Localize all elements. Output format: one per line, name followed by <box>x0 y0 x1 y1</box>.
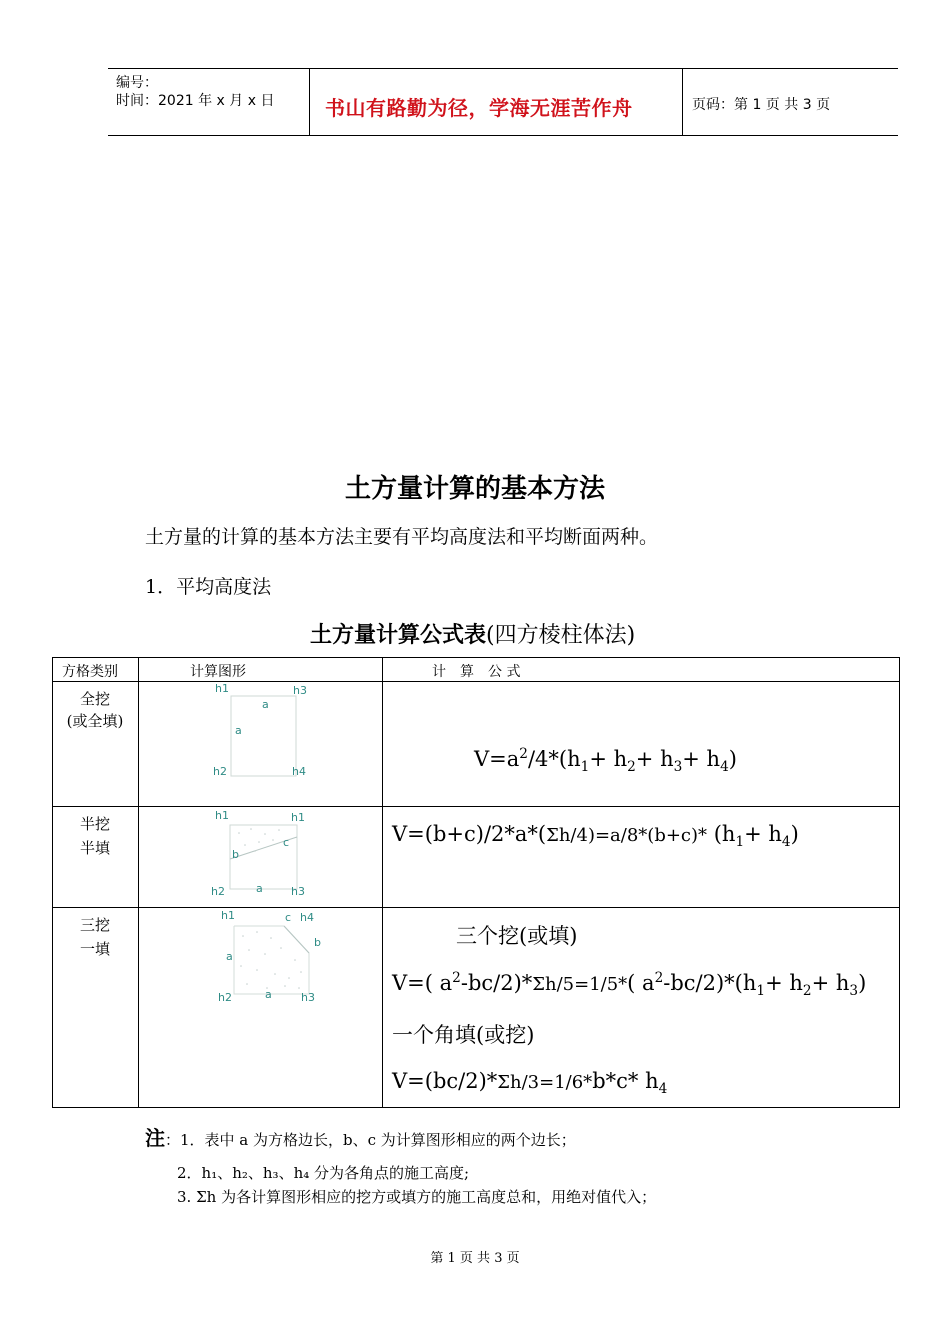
row3-diagram <box>139 908 381 1106</box>
section-heading: 1．平均高度法 <box>145 576 272 598</box>
intro-paragraph: 土方量的计算的基本方法主要有平均高度法和平均断面两种。 <box>145 526 659 548</box>
row3-label-a-side: a <box>226 950 233 963</box>
row2-label-h1-right: h1 <box>291 811 305 824</box>
row3-formula-1: V=( $a^2-bc/2)*\Sigma h/5=1/5*$( $a^2-bc/2)*(h_1+ h_2+ h_3)$ <box>392 970 867 1000</box>
row3-label-b: b <box>314 936 321 949</box>
row1-label-h2: h2 <box>213 765 227 778</box>
table-title-bold: 土方量计算公式表 <box>310 622 487 648</box>
table-header-diagram: 计算图形 <box>190 664 246 680</box>
note-3: 3. Σh 为各计算图形相应的挖方或填方的施工高度总和，用绝对值代入； <box>177 1188 657 1206</box>
note-2: 2．h₁、h₂、h₃、h₄ 分为各角点的施工高度; <box>177 1164 470 1182</box>
table-header-category: 方格类别 <box>62 664 118 680</box>
row3-text-three-cut: 三个挖(或填) <box>456 924 578 948</box>
row3-label-h4: h4 <box>300 911 314 924</box>
note-1-text: ：1．表中 a 为方格边长，b、c 为计算图形相应的两个边长； <box>165 1131 576 1149</box>
row1-label-h4: h4 <box>292 765 306 778</box>
row2-category-line1: 半挖 <box>79 815 110 833</box>
header-top-rule <box>108 68 898 69</box>
table-col-rule <box>899 657 900 1107</box>
row1-category-line2: (或全填) <box>66 712 124 730</box>
row2-formula: V=(b+c)/2*a*(Σh/4)=a/8*(b+c)* $(h_1+ h_4)$ <box>392 822 799 851</box>
note-1 <box>145 1122 576 1151</box>
header-code-label: 编号： <box>116 75 158 91</box>
row2-category <box>52 812 138 860</box>
row1-category <box>52 688 138 732</box>
table-header-formula: 计 算 公 式 <box>432 664 521 680</box>
row3-category-line1: 三挖 <box>79 916 110 934</box>
row2-label-b: b <box>232 848 239 861</box>
page-title: 土方量计算的基本方法 <box>344 474 605 504</box>
row3-category-line2: 一填 <box>79 940 110 958</box>
row2-label-h1-left: h1 <box>215 809 229 822</box>
row3-label-h3: h3 <box>301 991 315 1004</box>
row3-label-h1: h1 <box>221 909 235 922</box>
table-rule <box>52 1107 900 1108</box>
row1-label-a-top: a <box>262 698 269 711</box>
header-bottom-rule <box>108 135 898 136</box>
note-label: 注 <box>145 1126 165 1150</box>
row3-label-a-bottom: a <box>265 988 272 1001</box>
row1-diagram <box>139 682 381 805</box>
header-date-label: 时间：2021 年 x 月 x 日 <box>116 93 275 109</box>
row1-category-line1: 全挖 <box>79 690 110 708</box>
row2-label-c: c <box>283 836 290 849</box>
row2-label-h2: h2 <box>211 885 225 898</box>
row3-category <box>52 913 138 961</box>
header-divider-1 <box>309 68 310 135</box>
row2-category-line2: 半填 <box>79 839 110 857</box>
table-col-rule <box>382 657 383 1107</box>
table-title-rest: (四方棱柱体法) <box>486 623 636 648</box>
row1-label-h3: h3 <box>293 684 307 697</box>
table-title <box>310 618 635 649</box>
row2-label-a: a <box>256 882 263 895</box>
row3-label-c: c <box>285 911 292 924</box>
header-divider-2 <box>682 68 683 135</box>
row3-label-h2: h2 <box>218 991 232 1004</box>
page-footer: 第 1 页 共 3 页 <box>430 1251 520 1266</box>
row1-label-a-side: a <box>235 724 242 737</box>
header-motto: 书山有路勤为径，学海无涯苦作舟 <box>325 96 633 120</box>
row3-text-one-fill: 一个角填(或挖) <box>392 1023 535 1047</box>
row1-formula: $V=a^2/4*(h_1+ h_2+ h_3+ h_4)$ <box>474 746 737 776</box>
row1-label-h1: h1 <box>215 682 229 695</box>
row2-label-h3: h3 <box>291 885 305 898</box>
header-page-label: 页码：第 1 页 共 3 页 <box>692 97 831 113</box>
table-rule <box>52 657 900 658</box>
row3-formula-2: V=(bc/2)*Σh/3=1/6*b*c* $h_4$ <box>392 1069 668 1098</box>
